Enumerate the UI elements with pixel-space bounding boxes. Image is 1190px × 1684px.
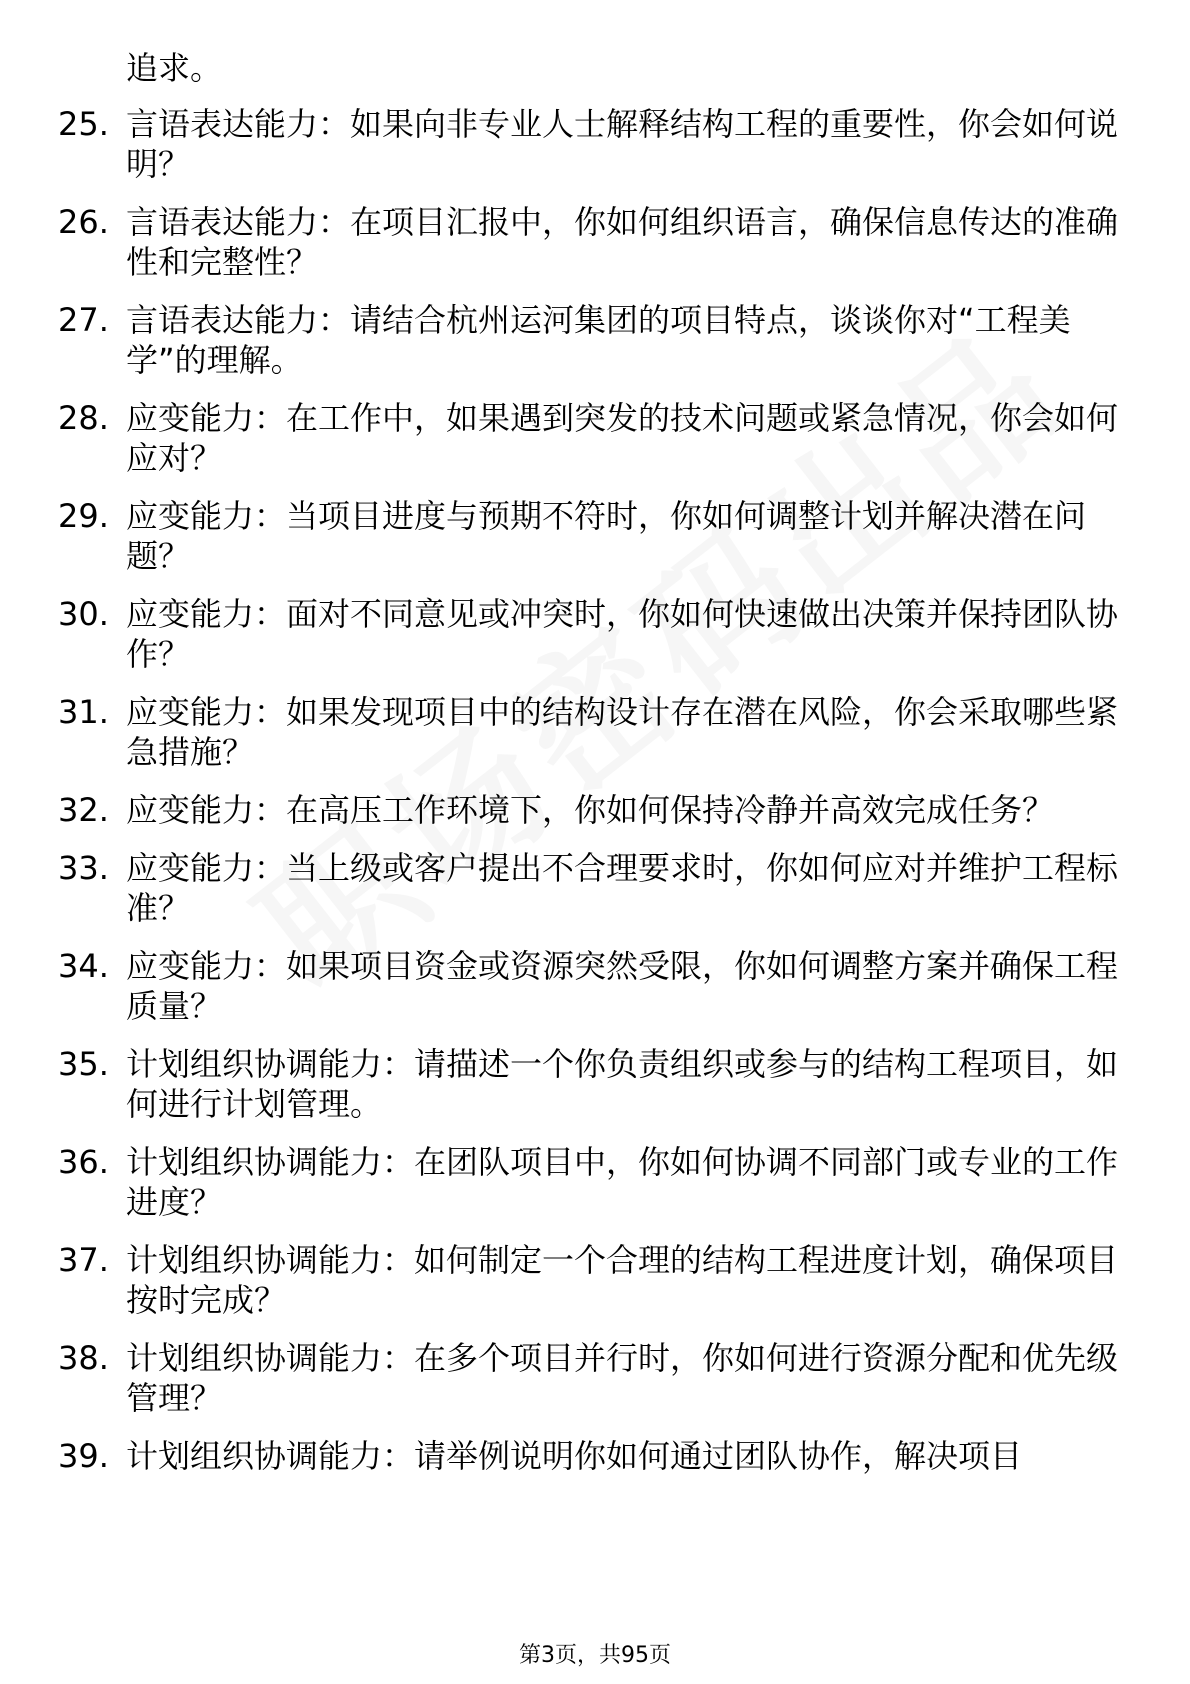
list-item bbox=[58, 1142, 1118, 1222]
item-number: 35. bbox=[58, 1045, 109, 1083]
item-text: 计划组织协调能力：在团队项目中，你如何协调不同部门或专业的工作进度？ bbox=[126, 1143, 1119, 1221]
continuation-text: 追求。 bbox=[126, 49, 223, 87]
item-number: 37. bbox=[58, 1241, 109, 1279]
list-item bbox=[58, 202, 1118, 282]
item-number: 39. bbox=[58, 1437, 109, 1475]
item-text: 计划组织协调能力：请举例说明你如何通过团队协作，解决项目 bbox=[126, 1437, 1023, 1475]
item-text: 言语表达能力：在项目汇报中，你如何组织语言，确保信息传达的准确性和完整性？ bbox=[126, 203, 1119, 281]
list-item bbox=[58, 1338, 1118, 1418]
list-item bbox=[58, 946, 1118, 1026]
list-item bbox=[58, 300, 1118, 380]
list-item bbox=[58, 398, 1118, 478]
item-number: 34. bbox=[58, 947, 109, 985]
question-list bbox=[58, 48, 1118, 1494]
item-text: 应变能力：面对不同意见或冲突时，你如何快速做出决策并保持团队协作？ bbox=[126, 595, 1119, 673]
item-number: 26. bbox=[58, 203, 109, 241]
item-text: 应变能力：当上级或客户提出不合理要求时，你如何应对并维护工程标准？ bbox=[126, 849, 1119, 927]
list-item bbox=[58, 692, 1118, 772]
item-number: 36. bbox=[58, 1143, 109, 1181]
list-item bbox=[58, 1436, 1118, 1476]
list-item bbox=[58, 104, 1118, 184]
item-text: 计划组织协调能力：请描述一个你负责组织或参与的结构工程项目，如何进行计划管理。 bbox=[126, 1045, 1119, 1123]
item-number: 30. bbox=[58, 595, 109, 633]
item-number: 29. bbox=[58, 497, 109, 535]
list-item bbox=[58, 594, 1118, 674]
list-item bbox=[58, 1044, 1118, 1124]
item-text: 言语表达能力：如果向非专业人士解释结构工程的重要性，你会如何说明？ bbox=[126, 105, 1119, 183]
item-number: 27. bbox=[58, 301, 109, 339]
item-text: 计划组织协调能力：在多个项目并行时，你如何进行资源分配和优先级管理？ bbox=[126, 1339, 1119, 1417]
item-text: 应变能力：如果发现项目中的结构设计存在潜在风险，你会采取哪些紧急措施？ bbox=[126, 693, 1119, 771]
list-item bbox=[58, 848, 1118, 928]
item-text: 应变能力：如果项目资金或资源突然受限，你如何调整方案并确保工程质量？ bbox=[126, 947, 1119, 1025]
item-text: 计划组织协调能力：如何制定一个合理的结构工程进度计划，确保项目按时完成？ bbox=[126, 1241, 1119, 1319]
list-item bbox=[58, 496, 1118, 576]
item-number: 25. bbox=[58, 105, 109, 143]
item-text: 言语表达能力：请结合杭州运河集团的项目特点，谈谈你对“工程美学”的理解。 bbox=[126, 301, 1071, 379]
item-text: 应变能力：当项目进度与预期不符时，你如何调整计划并解决潜在问题？ bbox=[126, 497, 1087, 575]
item-text: 应变能力：在工作中，如果遇到突发的技术问题或紧急情况，你会如何应对？ bbox=[126, 399, 1119, 477]
page-footer: 第3页，共95页 bbox=[519, 1643, 671, 1668]
item-number: 32. bbox=[58, 791, 109, 829]
item-text: 应变能力：在高压工作环境下，你如何保持冷静并高效完成任务？ bbox=[126, 791, 1055, 829]
item-number: 28. bbox=[58, 399, 109, 437]
list-item bbox=[58, 1240, 1118, 1320]
item-number: 31. bbox=[58, 693, 109, 731]
list-item bbox=[58, 790, 1118, 830]
item-number: 33. bbox=[58, 849, 109, 887]
item-number: 38. bbox=[58, 1339, 109, 1377]
